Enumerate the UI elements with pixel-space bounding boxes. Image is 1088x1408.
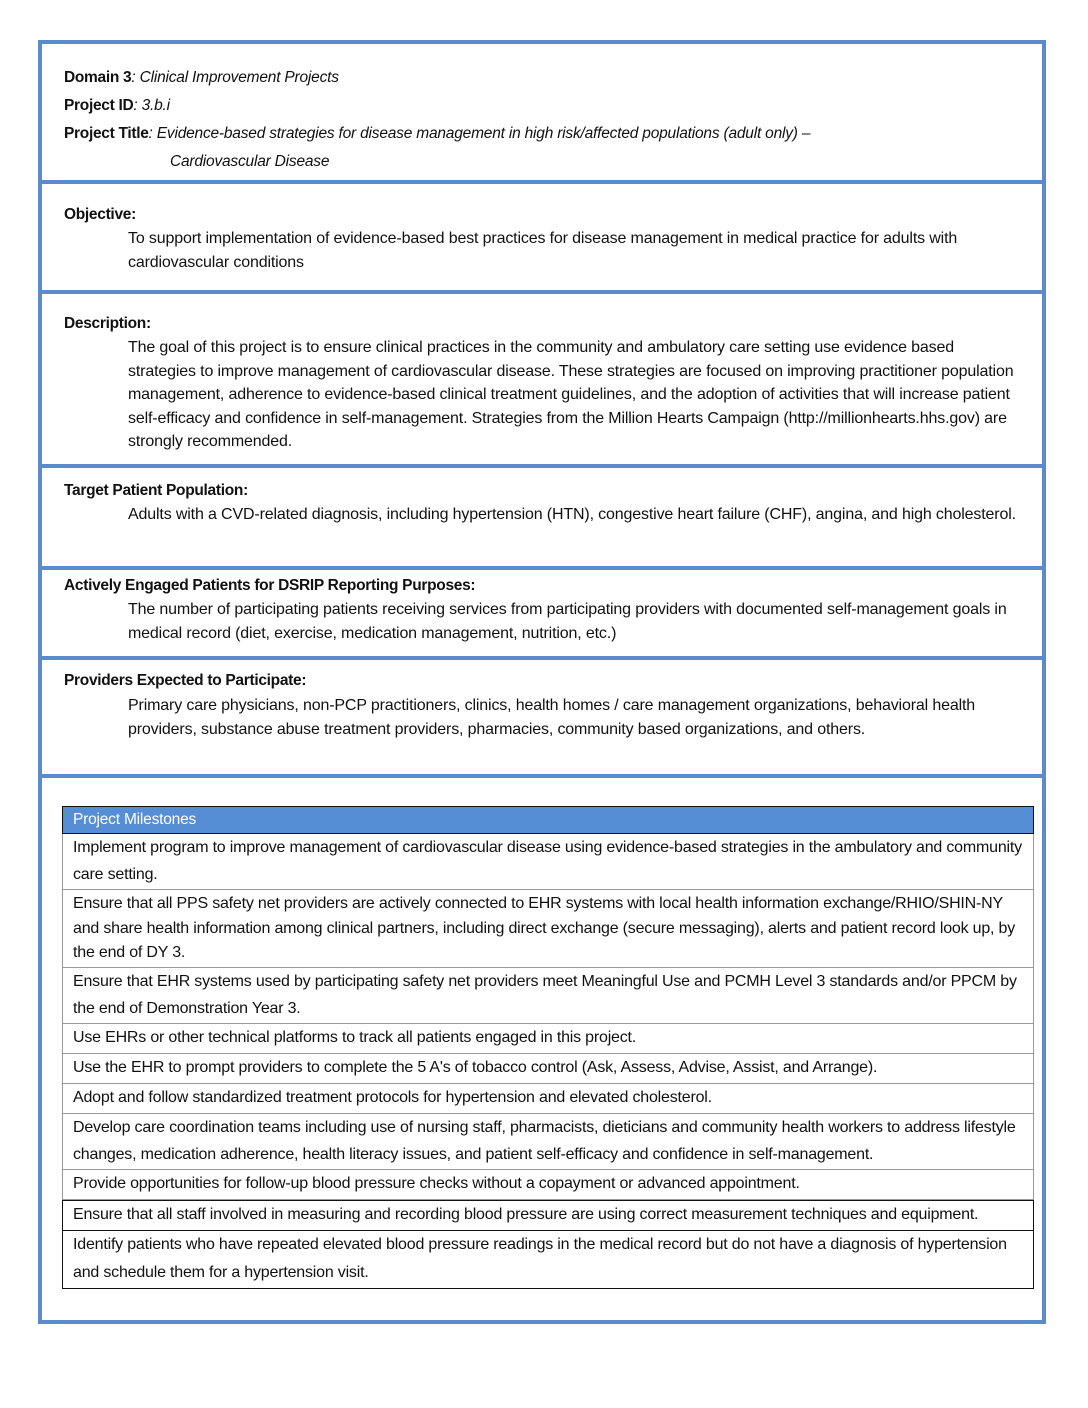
project-id-label: Project ID (64, 97, 134, 114)
milestone-row: Develop care coordination teams including use of nursing staff, pharmacists, dieticians and community health workers to address lifestyle changes, medication adherence, health literacy issues, and patient self-efficacy and confidence in self-management. (62, 1114, 1034, 1170)
milestone-row: Implement program to improve management of cardiovascular disease using evidence-based strategies in the ambulatory and community care setting. (62, 834, 1034, 890)
project-id-value: : 3.b.i (133, 97, 170, 114)
section-divider (42, 290, 1042, 294)
project-title-label: Project Title (64, 125, 149, 142)
milestone-row: Adopt and follow standardized treatment protocols for hypertension and elevated cholesterol. (62, 1084, 1034, 1114)
section-divider (42, 566, 1042, 570)
milestone-row: Provide opportunities for follow-up blood pressure checks without a copayment or advanced appointment. (62, 1170, 1034, 1200)
section-divider (42, 464, 1042, 468)
section-divider (42, 180, 1042, 184)
project-id-line (64, 92, 170, 120)
project-title-value: : Evidence-based strategies for disease management in high risk/affected populations (adult only) – (148, 125, 811, 142)
section-divider (42, 774, 1042, 778)
milestone-row: Ensure that all PPS safety net providers are actively connected to EHR systems with local health information exchange/RHIO/SHIN-NY and share health information among clinical partners, including direct exchange (secure messaging), alerts and patient record look up, by the end of DY 3. (62, 890, 1034, 968)
project-title-value-2: Cardiovascular Disease (170, 153, 330, 170)
domain-value: : Clinical Improvement Projects (131, 69, 339, 86)
project-title-line (64, 120, 810, 148)
milestone-row: Identify patients who have repeated elevated blood pressure readings in the medical record but do not have a diagnosis of hypertension and schedule them for a hypertension visit. (62, 1231, 1034, 1289)
milestone-row: Ensure that EHR systems used by participating safety net providers meet Meaningful Use and PCMH Level 3 standards and/or PPCM by the end of Demonstration Year 3. (62, 968, 1034, 1024)
target-population-body: Adults with a CVD-related diagnosis, including hypertension (HTN), congestive heart failure (CHF), angina, and high cholesterol. (128, 506, 1016, 523)
milestones-table (62, 806, 1034, 1289)
project-title-line-2 (170, 148, 329, 176)
domain-label: Domain 3 (64, 69, 132, 86)
objective-title: Objective: (64, 206, 136, 223)
milestone-row: Use the EHR to prompt providers to complete the 5 A's of tobacco control (Ask, Assess, Advise, Assist, and Arrange). (62, 1054, 1034, 1084)
description-body: The goal of this project is to ensure clinical practices in the community and ambulatory care setting use evidence based strategies to improve management of cardiovascular disease. These strategies are focused on improving practitioner population management, adherence to evidence-based clinical treatment guidelines, and the adoption of activities that will increase patient self-efficacy and confidence in self-management. Strategies from the Million Hearts Campaign (http://millionhearts.hhs.gov) are strongly recommended. (128, 339, 1014, 450)
objective-body: To support implementation of evidence-based best practices for disease management in medical practice for adults with cardiovascular conditions (128, 230, 958, 271)
providers-body: Primary care physicians, non-PCP practitioners, clinics, health homes / care management organizations, behavioral health providers, substance abuse treatment providers, pharmacies, community based organizations, and others. (128, 697, 976, 738)
milestone-row: Use EHRs or other technical platforms to track all patients engaged in this project. (62, 1024, 1034, 1054)
description-title: Description: (64, 315, 151, 332)
milestone-row: Ensure that all staff involved in measuring and recording blood pressure are using correct measurement techniques and equipment. (62, 1200, 1034, 1231)
domain-line (64, 64, 339, 92)
target-population-title: Target Patient Population: (64, 482, 248, 499)
section-divider (42, 656, 1042, 660)
engaged-patients-body: The number of participating patients receiving services from participating providers with documented self-management goals in medical record (diet, exercise, medication management, nutrition, etc.) (128, 601, 1007, 642)
milestones-header: Project Milestones (62, 806, 1034, 834)
project-document-frame (38, 40, 1046, 1324)
engaged-patients-title: Actively Engaged Patients for DSRIP Reporting Purposes: (64, 577, 476, 594)
providers-title: Providers Expected to Participate: (64, 672, 307, 689)
